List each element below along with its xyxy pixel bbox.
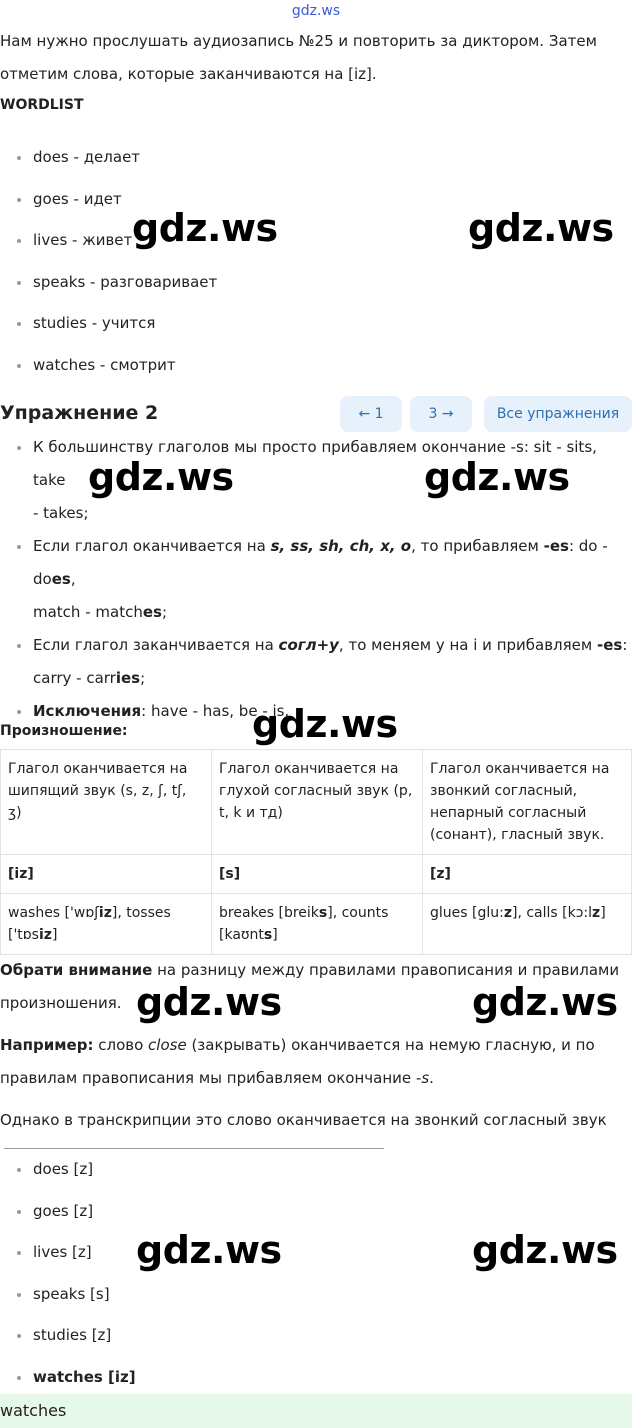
pronunciation-heading: Произношение: <box>0 723 128 739</box>
wordlist <box>0 143 632 393</box>
intro-line-1: Нам нужно прослушать аудиозапись №25 и повторить за диктором. Затем <box>0 32 597 50</box>
watermark-logo: gdz.ws <box>424 455 570 499</box>
table-row <box>1 855 632 894</box>
rule-item: Если глагол заканчивается на согл+y, то меняем y на i и прибавляем -es: carry - carries; <box>0 629 632 695</box>
table-row <box>1 894 632 955</box>
rule-item: Исключения: have - has, be - is. <box>0 695 632 728</box>
answer-bar: watches <box>0 1394 632 1428</box>
clipped-text-fragment <box>0 1148 632 1154</box>
table-cell: washes ['wɒʃiz], tosses ['tɒsiz] <box>1 894 212 955</box>
note-line-2: произношения. <box>0 994 122 1012</box>
list-item: watches [iz] <box>0 1363 632 1405</box>
list-item: goes - идет <box>0 185 632 227</box>
list-item: goes [z] <box>0 1197 632 1239</box>
watermark-logo: gdz.ws <box>88 455 234 499</box>
list-item: speaks - разговаривает <box>0 268 632 310</box>
list-item: lives [z] <box>0 1238 632 1280</box>
example-line-2: правилам правописания мы прибавляем окончание -s. <box>0 1069 434 1087</box>
section-title: Упражнение 2 <box>0 402 159 424</box>
watermark-logo: gdz.ws <box>136 1228 282 1272</box>
list-item: speaks [s] <box>0 1280 632 1322</box>
answer-list <box>0 1155 632 1405</box>
table-cell: Глагол оканчивается на глухой согласный звук (p, t, k и тд) <box>212 750 423 855</box>
watermark-logo: gdz.ws <box>468 206 614 250</box>
example-line-1: Например: слово close (закрывать) оканчивается на немую гласную, и по <box>0 1036 595 1054</box>
watermark-logo: gdz.ws <box>136 980 282 1024</box>
table-cell: Глагол оканчивается на звонкий согласный, непарный согласный (сонант), гласный звук. <box>423 750 632 855</box>
wordlist-heading: WORDLIST <box>0 97 84 113</box>
watermark-logo: gdz.ws <box>472 1228 618 1272</box>
list-item: lives - живет <box>0 226 632 268</box>
prev-exercise-button[interactable]: ← 1 <box>340 396 402 432</box>
note-line-1: Обрати внимание на разницу между правилами правописания и правилами <box>0 961 620 979</box>
watermark-logo: gdz.ws <box>132 206 278 250</box>
table-cell: [z] <box>423 855 632 894</box>
pronunciation-table <box>0 749 632 955</box>
table-row <box>1 750 632 855</box>
list-item: studies - учится <box>0 309 632 351</box>
site-header-link[interactable]: gdz.ws <box>291 3 341 19</box>
all-exercises-button[interactable]: Все упражнения <box>484 396 632 432</box>
list-item: studies [z] <box>0 1321 632 1363</box>
table-cell: [iz] <box>1 855 212 894</box>
table-cell: breakes [breiks], counts [kaʊnts] <box>212 894 423 955</box>
list-item: does [z] <box>0 1155 632 1197</box>
next-exercise-button[interactable]: 3 → <box>410 396 472 432</box>
watermark-logo: gdz.ws <box>252 702 398 746</box>
table-cell: [s] <box>212 855 423 894</box>
watermark-logo: gdz.ws <box>472 980 618 1024</box>
list-item: watches - смотрит <box>0 351 632 393</box>
intro-line-2: отметим слова, которые заканчиваются на [iz]. <box>0 65 377 83</box>
table-cell: glues [glu:z], calls [kɔ:lz] <box>423 894 632 955</box>
list-item: does - делает <box>0 143 632 185</box>
transcription-line-1: Однако в транскрипции это слово оканчивается на звонкий согласный звук <box>0 1111 607 1129</box>
rule-item: Если глагол оканчивается на s, ss, sh, ch, x, o, то прибавляем -es: do - does, match - matches; <box>0 530 632 629</box>
rule-item: К большинству глаголов мы просто прибавляем окончание -s: sit - sits, take - takes; <box>0 431 632 530</box>
table-cell: Глагол оканчивается на шипящий звук (s, z, ʃ, tʃ, ʒ) <box>1 750 212 855</box>
